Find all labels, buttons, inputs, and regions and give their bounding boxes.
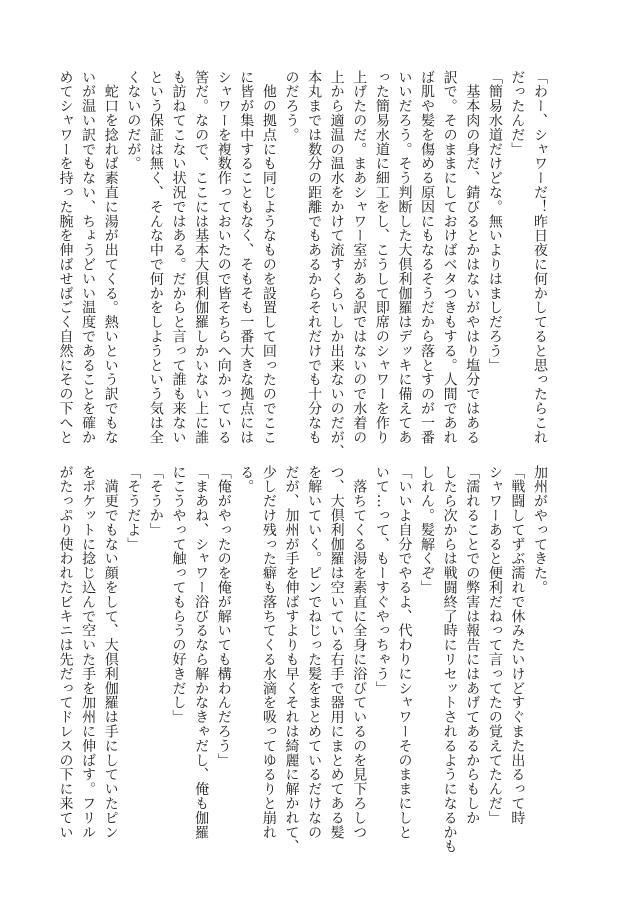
text-line: しれん。髪解くぞ」	[419, 465, 436, 595]
text-line: 筈だ。なので、ここには基本大倶利伽羅しかいない上に誰	[193, 70, 210, 445]
text-line: だが、加州が手を伸ばすよりも早くそれは綺麗に解かれて、	[283, 465, 300, 854]
text-line: シャワーを複数作っておいたので皆そちらへ向かっている	[215, 70, 232, 445]
text-line: を解いていく。ピンでねじった髪をまとめているだけなの	[306, 465, 323, 840]
text-line: 「戦闘してずぶ濡れで休みたいけどすぐまた出るって時	[509, 465, 526, 825]
text-line: 加州がやってきた。	[532, 465, 548, 595]
text-line: も訪ねてこない状況ではある。だからと言って誰も来ない	[170, 70, 187, 445]
text-line: 「わー、シャワーだ！昨日夜に何かしてると思ったらこれ	[532, 70, 548, 445]
text-block-bottom	[57, 465, 551, 854]
text-line: シャワーあると便利だねって言ってたの覚えてたんだ」	[486, 465, 503, 825]
text-line: 他の拠点にも同じようなものを設置して回ったのでここ	[260, 70, 277, 445]
text-line: がたっぷり使われたビキニは先だってドレスの下に来てい	[57, 465, 74, 840]
text-line: 本丸までは数分の距離でもあるからそれだけでも十分なも	[306, 70, 323, 445]
text-line: 「濡れることでの弊害は報告にはあげてあるからもしか	[464, 465, 481, 825]
text-line: 訳で。そのままにしておけばベタつきもする。人間であれ	[441, 70, 458, 445]
text-block-top	[57, 70, 551, 459]
text-line: にこうやって触ってもらうの好きだし」	[170, 465, 187, 725]
text-line: いて…って、もーすぐやっちゃう」	[373, 465, 390, 696]
text-line: 少しだけ残った癖も落ちてくる水滴を吸ってゆるりと崩れ	[260, 465, 277, 840]
text-line: のだろう。	[283, 70, 300, 142]
text-line: だったんだ」	[509, 70, 526, 157]
text-line: る。	[238, 465, 255, 494]
text-line: 「俺がやったのを俺が解いても構わんだろう」	[215, 465, 232, 768]
text-line: 蛇口を捻れば素直に湯が出てくる。熱いという訳でもな	[102, 70, 119, 445]
text-line: という保証は無く、そんな中で何かをしようという気は全	[147, 70, 164, 445]
text-line: 落ちてくる湯を素直に全身に浴びているのを見下ろしつ	[351, 465, 368, 840]
text-line: いいだろう。そう判断した大倶利伽羅はデッキに備えてあ	[396, 70, 413, 445]
text-line: いが温い訳でもない、ちょうどいい温度であることを確か	[80, 70, 97, 445]
text-line: をポケットに捻じ込んで空いた手を加州に伸ばす。フリル	[80, 465, 97, 840]
text-line: に皆が集中することもなく、そもそも一番大きな拠点には	[238, 70, 255, 445]
text-line: 「まあね、シャワー浴びるなら解かなきゃだし、俺も伽羅	[193, 465, 210, 840]
text-line: 「そうか」	[147, 465, 164, 537]
text-line: めてシャワーを持った腕を伸ばせばごく自然にその下へと	[57, 70, 74, 445]
text-line: くないのだが。	[125, 70, 142, 171]
text-line: ば肌や髪を傷める原因にもなるそうだから落とすのが一番	[419, 70, 436, 445]
text-line: 上から適温の温水をかけて流すくらいしか出来ないのだが、	[328, 70, 345, 459]
text-line: 「いいよ自分でやるよ、代わりにシャワーそのままにしと	[396, 465, 413, 840]
text-line: つ、大倶利伽羅は空いている右手で器用にまとめてある髪	[328, 465, 345, 840]
text-line: った簡易水道に細工をし、こうして即席のシャワーを作り	[373, 70, 390, 445]
text-line: 「簡易水道だけどな。無いよりはましだろう」	[486, 70, 503, 373]
text-line: 「そうだよ」	[125, 465, 142, 552]
text-line: 基本肉の身だ、錆びるとかはないがやはり塩分ではある	[464, 70, 481, 445]
text-line: したら次からは戦闘終了時にリセットされるようになるかも	[441, 465, 458, 854]
text-line: 満更でもない顔をして、大倶利伽羅は手にしていたピン	[102, 465, 119, 840]
text-line: 上げたのだ。まあシャワー室がある訳ではないので水着の	[351, 70, 368, 445]
